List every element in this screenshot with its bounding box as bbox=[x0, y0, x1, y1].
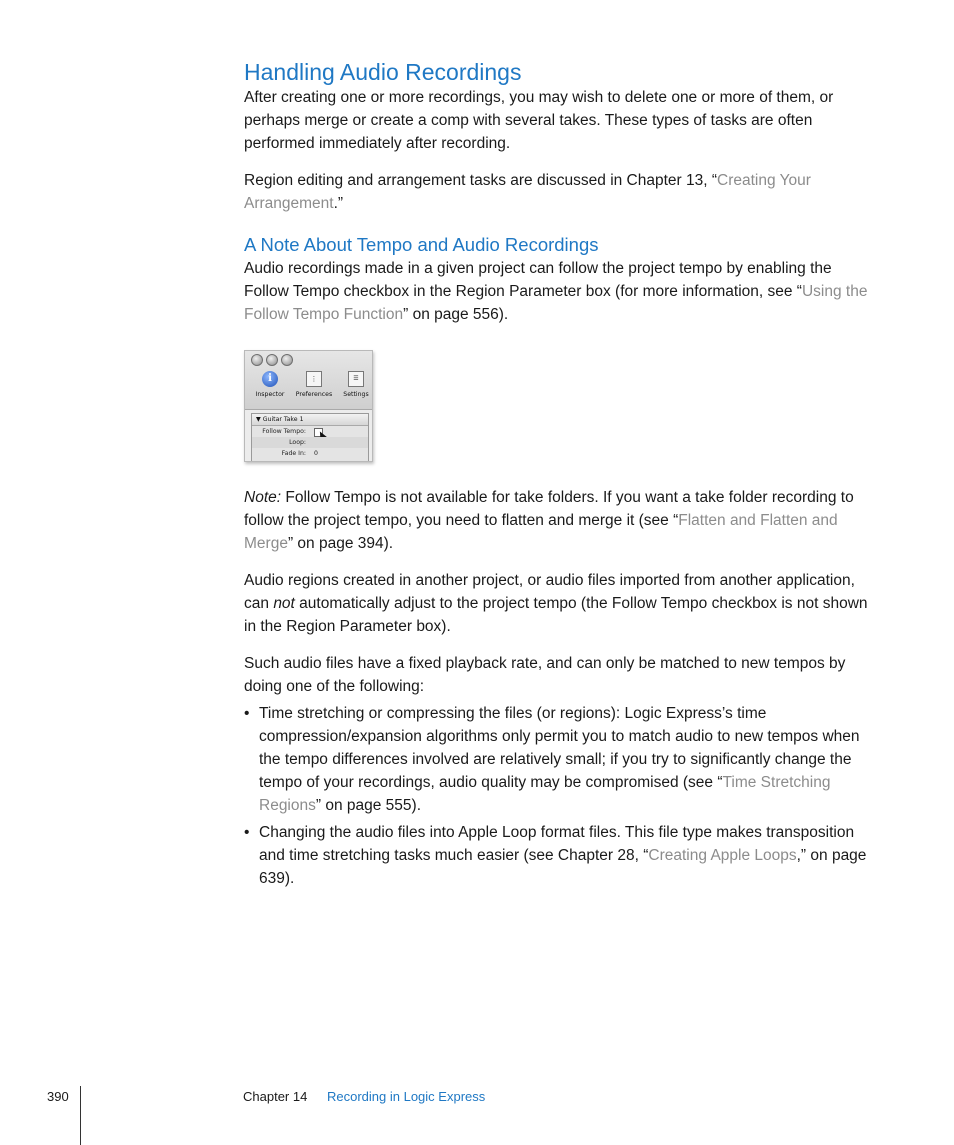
settings-label: Settings bbox=[343, 391, 369, 398]
inspector-icon: i bbox=[262, 371, 278, 387]
page-heading: Handling Audio Recordings bbox=[244, 59, 522, 85]
minimize-window-icon bbox=[266, 354, 278, 366]
imported-audio-paragraph: Audio regions created in another project, or audio files imported from another application, can not automatically adjust to the project tempo (the Follow Tempo checkbox is not shown in the Region Parameter box). bbox=[244, 572, 868, 635]
time-stretching-link[interactable]: Time Stretching Regions bbox=[259, 774, 831, 814]
intro-paragraph: After creating one or more recordings, you may wish to delete one or more of them, or perhaps merge or create a comp with several takes. These types of tasks are often performed immediately after recording. bbox=[244, 89, 834, 152]
inspector-label: Inspector bbox=[255, 391, 285, 398]
settings-icon: ☰ bbox=[348, 371, 364, 387]
page-content bbox=[244, 58, 874, 890]
loop-label: Loop: bbox=[289, 439, 306, 446]
options-list bbox=[244, 702, 874, 890]
tempo-paragraph: Audio recordings made in a given project can follow the project tempo by enabling the Follow Tempo checkbox in the Region Parameter box (for more information, see “Using the Follow Tempo Function” on page 556). bbox=[244, 260, 868, 323]
emphasis-not: not bbox=[273, 595, 295, 612]
follow-tempo-label: Follow Tempo: bbox=[262, 428, 306, 435]
footer-divider bbox=[80, 1086, 81, 1145]
screenshot-toolbar bbox=[245, 351, 372, 410]
follow-tempo-row bbox=[252, 426, 368, 437]
creating-arrangement-link[interactable]: Creating Your Arrangement bbox=[244, 172, 811, 212]
footer-chapter: Chapter 14 bbox=[243, 1089, 308, 1104]
region-name: ▼ Guitar Take 1 bbox=[252, 414, 368, 426]
note-paragraph: Note: Follow Tempo is not available for take folders. If you want a take folder recording to follow the project tempo, you need to flatten and merge it (see “Flatten and Flatten and Merge” on page 394). bbox=[244, 489, 854, 552]
loop-row bbox=[252, 437, 368, 448]
zoom-window-icon bbox=[281, 354, 293, 366]
footer-chapter-title-link[interactable]: Recording in Logic Express bbox=[327, 1089, 486, 1104]
note-label: Note: bbox=[244, 489, 282, 506]
fixed-rate-paragraph: Such audio files have a fixed playback rate, and can only be matched to new tempos by doing one of the following: bbox=[244, 655, 846, 695]
preferences-label: Preferences bbox=[295, 391, 333, 398]
flatten-merge-link[interactable]: Flatten and Flatten and Merge bbox=[244, 512, 838, 552]
fade-in-value: 0 bbox=[314, 450, 318, 457]
fade-in-row bbox=[252, 448, 368, 459]
follow-tempo-screenshot bbox=[244, 350, 373, 462]
list-item: • Changing the audio files into Apple Loop format files. This file type makes transposition and time stretching tasks much easier (see Chapter 28, “Creating Apple Loops,” on page 639). bbox=[244, 821, 874, 890]
preferences-icon: ⋮ bbox=[306, 371, 322, 387]
close-window-icon bbox=[251, 354, 263, 366]
follow-tempo-link[interactable]: Using the Follow Tempo Function bbox=[244, 283, 868, 323]
settings-button bbox=[335, 371, 373, 399]
arrangement-paragraph: Region editing and arrangement tasks are discussed in Chapter 13, “Creating Your Arrangement.” bbox=[244, 172, 811, 212]
inspector-button bbox=[249, 371, 291, 399]
region-parameter-box bbox=[251, 413, 369, 461]
tempo-subheading: A Note About Tempo and Audio Recordings bbox=[244, 234, 599, 255]
preferences-button bbox=[293, 371, 335, 399]
creating-apple-loops-link[interactable]: Creating Apple Loops bbox=[648, 847, 797, 864]
fade-in-label: Fade In: bbox=[281, 450, 306, 457]
page-number: 390 bbox=[47, 1089, 69, 1104]
list-item: • Time stretching or compressing the files (or regions): Logic Express’s time compression/expansion algorithms only permit you to match audio to new tempos when the tempo differences involved are relatively small; if you try to significantly change the tempo of your recordings, audio quality may be compromised (see “Time Stretching Regions” on page 555). bbox=[244, 702, 874, 817]
